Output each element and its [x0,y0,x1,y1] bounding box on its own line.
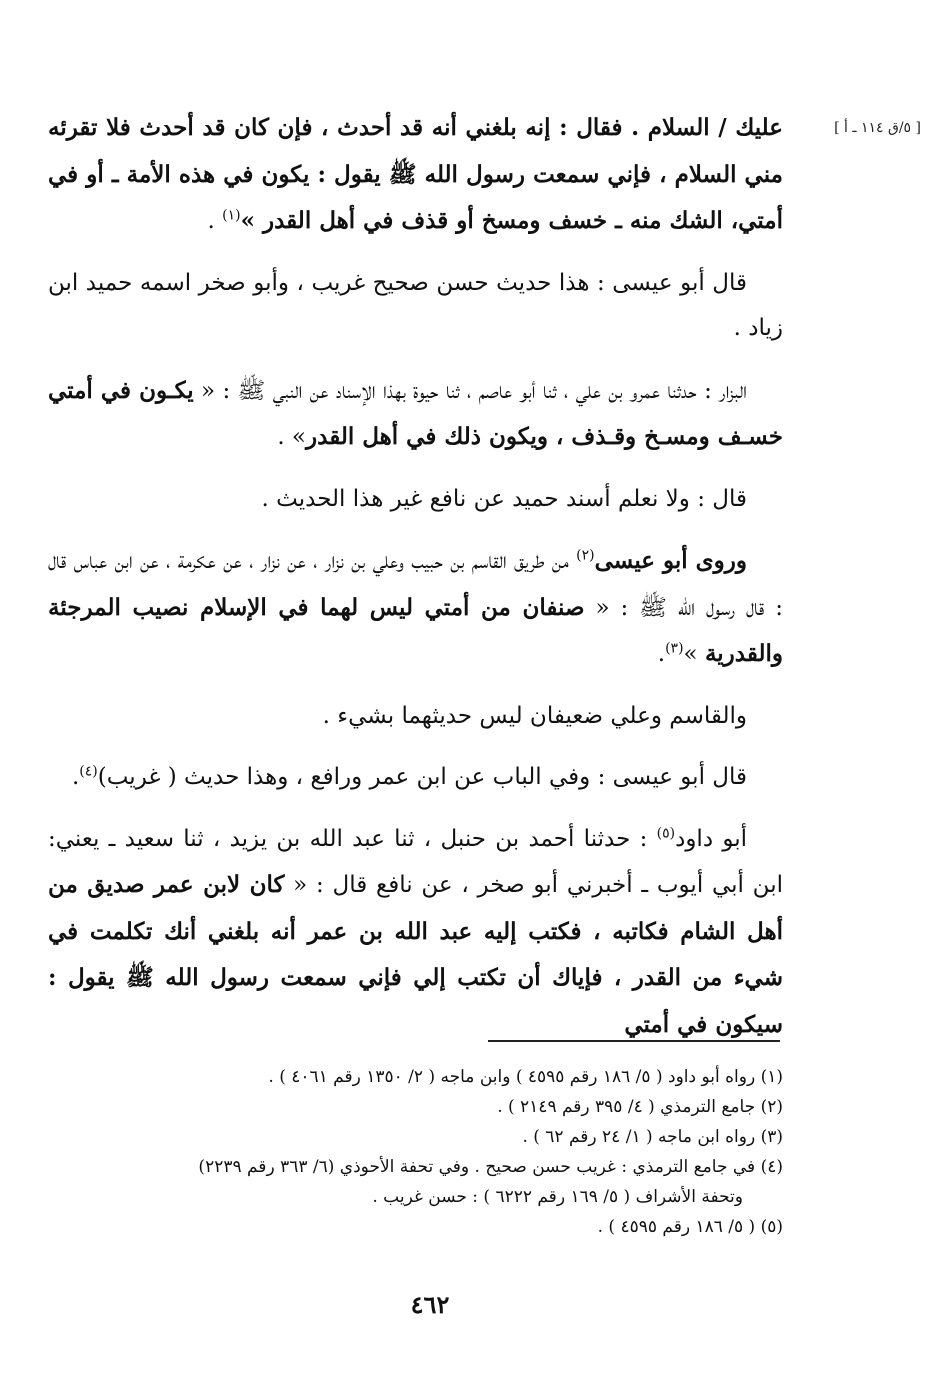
paragraph-4 [48,477,783,523]
footnote-2: (٢) جامع الترمذي ( ٤/ ٣٩٥ رقم ٢١٤٩ ) . [497,1097,783,1117]
footnote-3: (٣) رواه ابن ماجه ( ١/ ٢٤ رقم ٦٢ ) . [522,1127,783,1147]
text-run: » [683,641,705,667]
text-run: عليك / السلام . فقال : إنه بلغني أنه قد أحدث ، فإن كان قد أحدث فلا تقرئه مني السلام ، فإني سمعت رسول الله ﷺ يقول : يكون في هذه الأمة ـ أو في أمتي، الشك منه ـ خسف ومسخ أو قذف في أهل القدر » [48,114,783,234]
footnote-4-continuation: وتحفة الأشراف ( ٥/ ١٦٩ رقم ٦٢٢٢ ) : حسن غريب . [372,1187,743,1207]
paragraph-5 [48,538,783,678]
text-run: قال أبو عيسى : هذا حديث حسن صحيح غريب ، وأبو صخر اسمه حميد ابن زياد . [48,269,783,341]
text-run: البزار : حدثنا عمرو بن علي ، ثنا أبو عاصم ، ثنا حيوة بهذا الإسناد عن النبي ﷺ : « [193,377,747,404]
text-run: قال : ولا نعلم أسند حميد عن نافع غير هذا الحديث . [261,485,747,512]
footnote-1: (١) رواه أبو داود ( ٥/ ١٨٦ رقم ٤٥٩٥ ) وابن ماجه ( ٢/ ١٣٥٠ رقم ٤٠٦١ ) . [268,1067,783,1087]
footnote-marker: (٢) [576,547,595,564]
text-run: » . [277,424,307,450]
text-run: وروى أبو عيسى [594,547,747,574]
footnote-4: (٤) في جامع الترمذي : غريب حسن صحيح . وفي تحفة الأحوذي (٦/ ٣٦٣ رقم ٢٢٣٩) [198,1157,783,1177]
text-run: من طريق القاسم بن حبيب وعلي بن نزار ، عن نزار ، عن عكرمة ، عن ابن عباس قال : قال رسول الله ﷺ : « [48,548,783,621]
paragraph-7 [48,755,783,801]
text-run: . [657,641,666,667]
paragraph-3 [48,368,783,461]
paragraph-1 [48,105,783,245]
text-run: كان لابن عمر صديق من أهل الشام فكاتبه ، فكتب إليه عبد الله بن عمر أنه بلغني أنك تكلمت في شيء من القدر ، فإياك أن تكتب إلي فإني سمعت رسول الله ﷺ يقول : سيكون في أمتي [48,871,783,1038]
text-run: قال أبو عيسى : وفي الباب عن ابن عمر ورافع ، وهذا حديث ( غريب) [97,764,747,790]
text-run: أبو داود [675,825,747,852]
footnote-divider [488,1040,780,1042]
footnotes [43,1062,783,1242]
text-run: صنفان من أمتي ليس لهما في الإسلام نصيب المرجئة والقدرية [48,593,783,667]
footnote-marker: (٣) [665,640,684,657]
text-run: . [71,764,80,790]
text-run: والقاسم وعلي ضعيفان ليس حديثهما بشيء . [322,702,747,729]
paragraph-2 [48,261,783,352]
paragraph-6 [48,694,783,740]
main-text [48,105,783,1064]
page-number: ٤٦٢ [410,1290,450,1319]
text-run: : حدثنا أحمد بن حنبل ، ثنا عبد الله بن يزيد ، ثنا سعيد ـ يعني: ابن أبي أيوب ـ أخبرني أبو صخر ، عن نافع قال : « [48,825,783,898]
text-run: . [207,208,223,234]
manuscript-margin-reference: [ ٥/ق ١١٤ ـ أ ] [834,120,921,136]
footnote-5: (٥) ( ٥/ ١٨٦ رقم ٤٥٩٥ ) . [597,1217,783,1237]
footnote-marker: (١) [222,207,241,224]
footnote-marker: (٥) [656,824,676,841]
paragraph-8 [48,817,783,1049]
text-run: يكـون في أمتي خسـف ومسـخ وقـذف ، ويكون ذلك في أهل القدر [48,376,783,450]
footnote-marker: (٤) [79,763,98,780]
